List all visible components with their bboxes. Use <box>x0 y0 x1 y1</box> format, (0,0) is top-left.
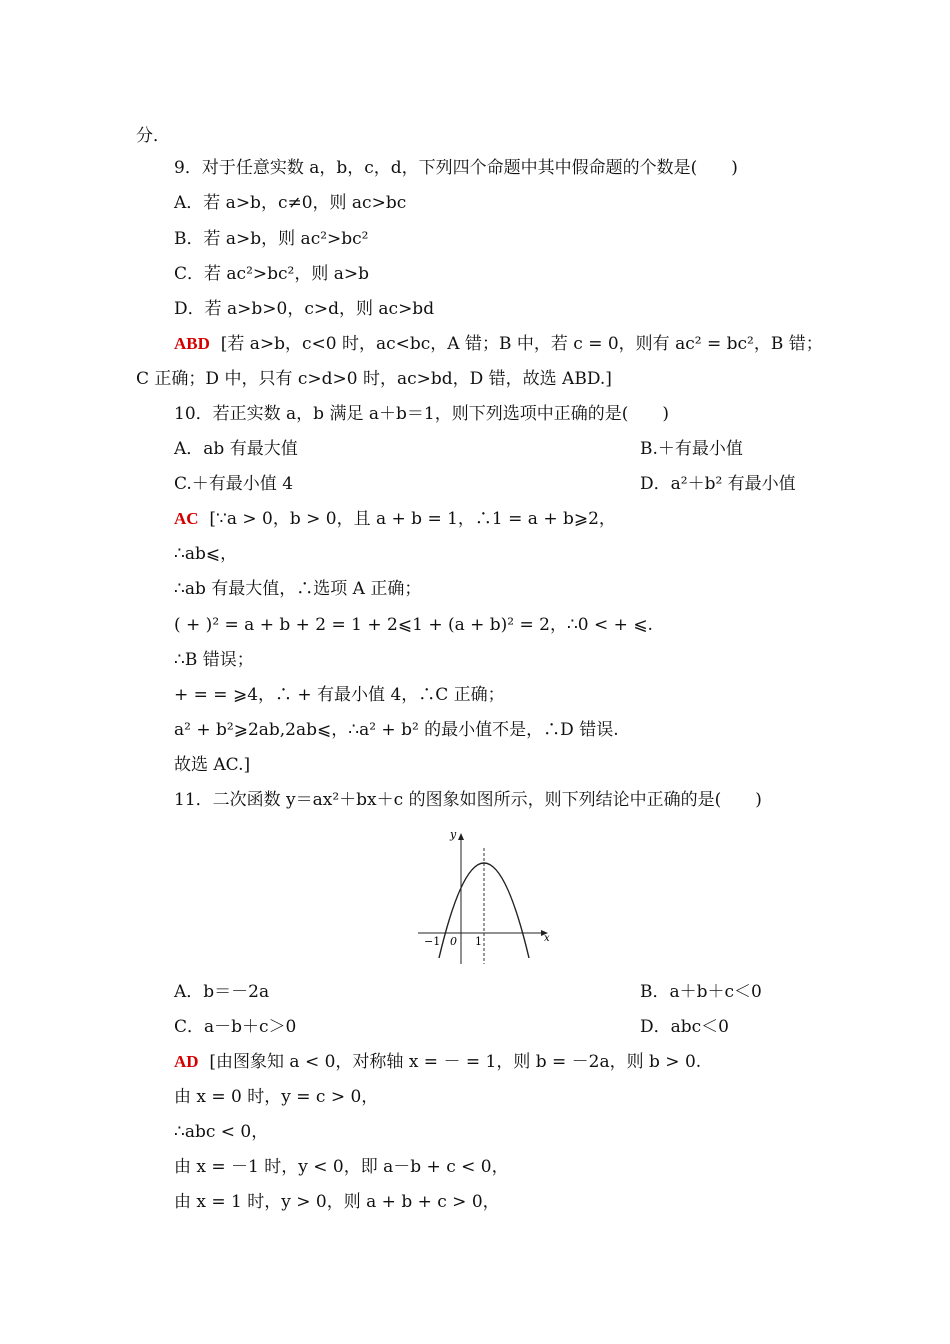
solution-line: ( + )² = a + b + 2 = 1 + 2⩽1 + (a + b)² = 2，∴0 < + ⩽. <box>174 615 653 635</box>
question-9: 9．对于任意实数 a，b，c，d，下列四个命题中其中假命题的个数是( ) <box>174 158 738 178</box>
option-row <box>174 438 874 460</box>
solution-line: 由 x = －1 时，y < 0，即 a－b + c < 0， <box>174 1157 509 1177</box>
solution-text: [若 a>b，c<0 时，ac<bc，A 错；B 中，若 c = 0，则有 ac² = bc²，B 错； <box>220 334 823 354</box>
option-a: A．若 a>b，c≠0，则 ac>bc <box>174 193 407 213</box>
question-11: 11．二次函数 y＝ax²＋bx＋c 的图象如图所示，则下列结论中正确的是( ) <box>174 790 762 810</box>
y-axis-arrow <box>458 833 464 840</box>
question-10: 10．若正实数 a，b 满足 a＋b＝1，则下列选项中正确的是( ) <box>174 404 669 424</box>
option-c: C．a－b＋c＞0 <box>174 1017 297 1037</box>
option-d: D．若 a>b>0，c>d，则 ac>bd <box>174 299 435 319</box>
answer-badge: AC <box>174 509 199 528</box>
option-a: A．ab 有最大值 <box>174 439 298 459</box>
option-c: C.＋有最小值 4 <box>174 474 294 494</box>
solution-line: 由 x = 0 时，y = c > 0， <box>174 1087 379 1107</box>
solution-text: [由图象知 a < 0，对称轴 x = － = 1，则 b = －2a，则 b > 0. <box>209 1052 702 1072</box>
option-row <box>174 1016 874 1038</box>
solution-text: [∵a > 0，b > 0，且 a + b = 1，∴1 = a + b⩾2， <box>209 509 616 529</box>
parabola-graph <box>414 828 554 966</box>
solution-line: ∴B 错误； <box>174 650 254 670</box>
option-a: A．b＝－2a <box>174 982 270 1002</box>
tick-label-neg1: −1 <box>424 935 441 948</box>
option-c: C．若 ac²>bc²，则 a>b <box>174 264 370 284</box>
text-line: 分． <box>136 126 170 146</box>
option-row <box>174 981 874 1003</box>
solution-line: ∴abc < 0， <box>174 1122 269 1142</box>
answer-badge: ABD <box>174 334 210 353</box>
option-d: D．a²＋b² 有最小值 <box>640 474 796 494</box>
option-d: D．abc＜0 <box>640 1017 729 1037</box>
option-b: B.＋有最小值 <box>640 439 743 459</box>
solution-line <box>174 333 823 355</box>
solution-line <box>174 508 616 530</box>
solution-line: a² + b²⩾2ab,2ab⩽，∴a² + b² 的最小值不是，∴D 错误. <box>174 720 619 740</box>
answer-badge: AD <box>174 1052 199 1071</box>
solution-line: 由 x = 1 时，y > 0，则 a + b + c > 0， <box>174 1192 500 1212</box>
option-b: B．a＋b＋c＜0 <box>640 982 762 1002</box>
y-axis-label: y <box>450 828 457 841</box>
tick-label-1: 1 <box>475 935 482 948</box>
solution-line: ∴ab 有最大值，∴选项 A 正确； <box>174 579 422 599</box>
option-row <box>174 473 874 495</box>
solution-line: ∴ab⩽， <box>174 544 238 564</box>
solution-line: + = = ⩾4，∴ + 有最小值 4，∴C 正确； <box>174 685 505 705</box>
solution-line: C 正确；D 中，只有 c>d>0 时，ac>bd，D 错，故选 ABD.] <box>136 369 612 389</box>
origin-label: 0 <box>450 935 457 948</box>
option-b: B．若 a>b，则 ac²>bc² <box>174 229 369 249</box>
solution-line <box>174 1051 701 1073</box>
solution-line: 故选 AC.] <box>174 755 251 775</box>
x-axis-label: x <box>544 933 550 944</box>
